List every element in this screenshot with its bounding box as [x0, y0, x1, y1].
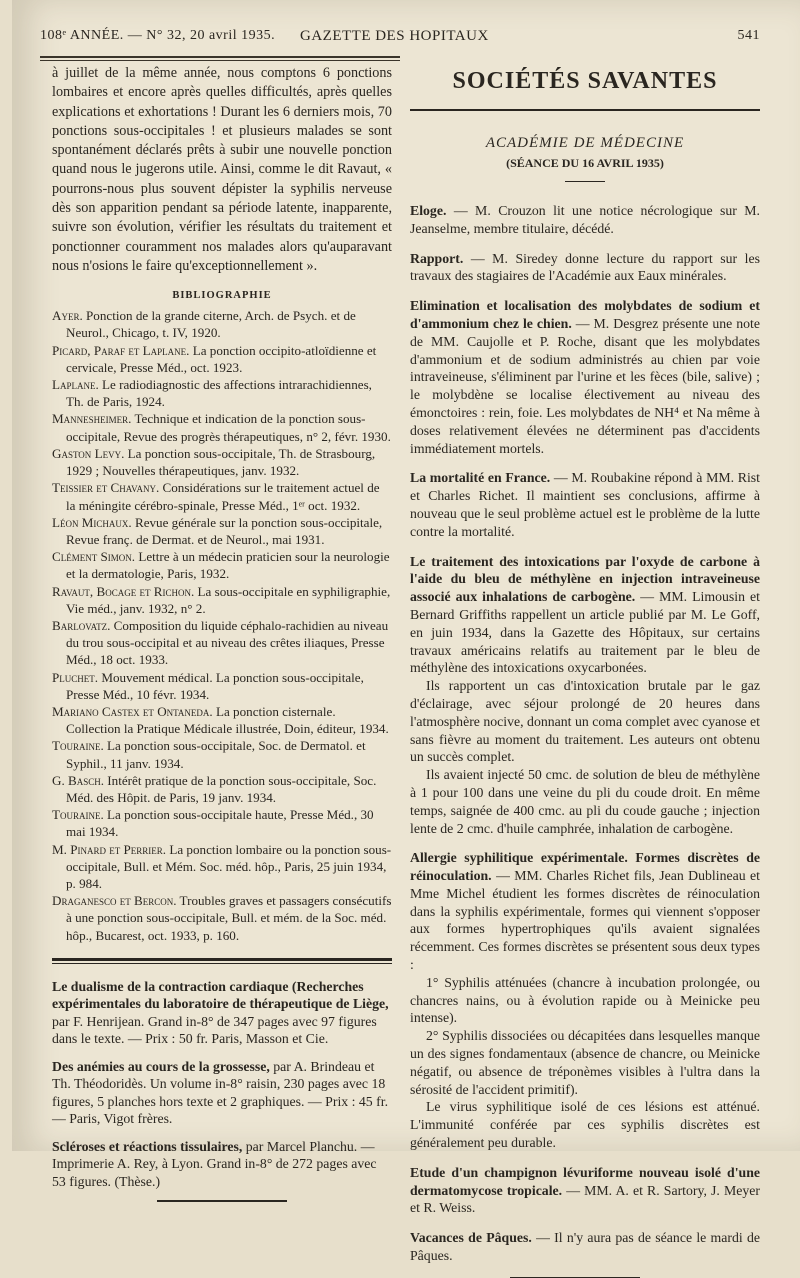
book-notice: Des anémies au cours de la grossesse, par A. Brindeau et Th. Théodoridès. Un volume in-8° raisin, 230 pages avec 18 figures, 5 planches hors texte et 2 graphiques. — Prix : 45 fr. — Paris, Vigot frères. — [52, 1058, 389, 1127]
bib-entry: Léon Michaux. Revue générale sur la ponction sous-occipitale, Revue franç. de Dermat. et de Neurol., mai 1931. — [52, 514, 383, 547]
section-title-rule — [410, 109, 760, 111]
small-rule — [565, 181, 605, 182]
bib-entry: Laplane. Le radiodiagnostic des affections intrarachidiennes, Th. de Paris, 1924. — [52, 377, 372, 410]
page-number: 541 — [737, 28, 760, 43]
bib-entry: Mariano Castex et Ontaneda. La ponction cisternale. Collection la Pratique Médicale illustrée, Doin, éditeur, 1934. — [52, 703, 389, 737]
article-allergie: Allergie syphilitique expérimentale. Formes discrètes de réinoculation. — MM. Charles Richet fils, Jean Dublineau et Mme Michel étudient les formes discrètes de réinoculation dans la syphilis expérimentale, formes qui viennent s'opposer aux formes hypertrophiques qu'ils avaient signalées récemment. Ces formes discrètes se présentent sous deux types : 1° Syphilis atténuées (chancre à incubation prolongée, ou chancres nains, ou à évolution rapide ou à Meinicke peu intense). 2° Syphilis dissociées ou décapitées dans lesquelles manque un des signes fondamentaux (absence de chancre, ou Meinicke négatif, ou absence de tréponèmes visibles à l'ultra dans la sérosité de l'accident primitif). Le virus syphilitique isolé de ces lésions est atténué. L'immunité conférée par ces syphilis discrètes est généralement peu durable. — [410, 850, 760, 1151]
bib-entry: G. Basch. Intérêt pratique de la ponction sous-occipitale, Soc. Méd. des Hôpit. de Paris, 19 janv. 1934. — [52, 772, 377, 805]
bib-entry: Touraine. La ponction sous-occipitale haute, Presse Méd., 30 mai 1934. — [52, 807, 374, 840]
intro-paragraph: à juillet de la même année, nous comptons 6 ponctions lombaires et encore après quelles difficultés, après quelles explications et exhortations ! Durant les 6 derniers mois, 70 ponctions sous-occipitales ! et plusieurs malades se sont spontanément déclarés prêts à subir une nouvelle ponction quand nous le jugerons utile. Ainsi, comme le dit Ravaut, « pourrons-nous plus souvent dépister la syphilis nerveuse dès son apparition pendant sa période latente, inapparente, suivre son évolution, vérifier les résultats du traitement et ponctionner couramment nos malades alors qu'auparavant nous n'osions le faire qu'exceptionnellement ». — [52, 65, 392, 274]
article-rapport: Rapport. — M. Siredey donne lecture du rapport sur les travaux des stagiaires de l'Académie aux Eaux minérales. — [410, 250, 760, 284]
bib-entry: Ravaut, Bocage et Richon. La sous-occipitale en syphiligraphie, Vie méd., janv. 1932, n° 2. — [52, 583, 391, 616]
bibliography-list — [52, 307, 392, 944]
bib-entry: Clément Simon. Lettre à un médecin praticien sour la neurologie et la dermatologie, Paris, 1932. — [52, 549, 390, 582]
bib-entry: M. Pinard et Perrier. La ponction lombaire ou la ponction sous-occipitale, Bull. et Mém. Soc. méd. hôp., Paris, 25 juin 1934, p. 984. — [52, 841, 392, 891]
bib-entry: Gaston Levy. La ponction sous-occipitale, Th. de Strasbourg, 1929 ; Nouvelles thérapeutiques, janv. 1932. — [52, 445, 376, 479]
left-column — [52, 64, 392, 1202]
bib-entry: Touraine. La ponction sous-occipitale, Soc. de Dermatol. et Syphil., 11 janv. 1934. — [52, 738, 366, 771]
bib-entry: Ayer. Ponction de la grande citerne, Arch. de Psych. et de Neurol., Chicago, t. IV, 1920. — [52, 308, 356, 341]
seance-date: (SÉANCE DU 16 AVRIL 1935) — [506, 156, 664, 170]
article-vacances: Vacances de Pâques. — Il n'y aura pas de séance le mardi de Pâques. — [410, 1230, 761, 1264]
academy-heading: ACADÉMIE DE MÉDECINE — [485, 135, 685, 151]
book-notice: Le dualisme de la contraction cardiaque (Recherches expérimentales du laboratoire de thérapeutique de Liège, par F. Henrijean. Grand in-8° de 347 pages avec 97 figures dans le texte. — Prix : 50 fr. Paris, Masson et Cie. — [52, 978, 389, 1047]
header-rule-thin — [40, 60, 400, 61]
bib-entry: Mannesheimer. Technique et indication de la ponction sous-occipitale, Revue des progrès thérapeutiques, n° 2, févr. 1930. — [52, 411, 391, 444]
article-champignon: Etude d'un champignon lévuriforme nouveau isolé d'une dermatomycose tropicale. — MM. A. et R. Sartory, J. Meyer et R. Weiss. — [410, 1164, 760, 1216]
journal-title: GAZETTE DES HOPITAUX — [300, 28, 489, 44]
section-divider — [52, 958, 392, 961]
newspaper-page — [12, 0, 800, 1264]
issue-info: 108ᵉ ANNÉE. — N° 32, 20 avril 1935. — [40, 28, 276, 43]
bib-entry: Barlovatz. Composition du liquide céphalo-rachidien au niveau du trou sous-occipital et au niveau des crêtes iliaques, Presse Méd., 18 oct. 1933. — [52, 617, 389, 668]
bib-entry: Draganesco et Bercon. Troubles graves et passagers consécutifs à une ponction sous-occipitale, Bull. et mém. de la Soc. méd. hôp., Bucarest, oct. 1933, p. 160. — [52, 893, 392, 943]
header-rule — [40, 56, 400, 58]
section-title: SOCIÉTÉS SAVANTES — [452, 68, 718, 94]
bib-entry: Pluchet. Mouvement médical. La ponction sous-occipitale, Presse Méd., 10 févr. 1934. — [52, 669, 364, 702]
book-notices — [52, 978, 392, 1191]
page-header — [40, 26, 760, 54]
article-eloge: Eloge. — M. Crouzon lit une notice nécrologique sur M. Jeanselme, membre titulaire, décédé. — [410, 203, 760, 236]
article-molybdates: Elimination et localisation des molybdates de sodium et d'ammonium chez le chien. — M. Desgrez présente une note de MM. Caujolle et P. Roche, disant que les molybdates d'ammonium et de sodium administrés au chien par voie intraveineuse, s'éliminent par l'urine et les fèces (bile, salive) ; le molybdène se localise électivement au niveau des émonctoires : rein, foie. Les molybdates de NH⁴ et Na même à doses relativement élevées ne déterminent pas d'accidents immédiatement mortels. — [410, 298, 761, 456]
section-divider-thin — [52, 963, 392, 964]
bib-entry: Picard, Paraf et Laplane. La ponction occipito-atloïdienne et cervicale, Presse Méd., oct. 1923. — [52, 342, 377, 375]
bib-entry: Teissier et Chavany. Considérations sur le traitement actuel de la méningite cérébro-spinale, Presse Méd., 1ᵉʳ oct. 1932. — [52, 480, 380, 513]
article-mortalite: La mortalité en France. — M. Roubakine répond à MM. Rist et Charles Richet. Il maintient ses conclusions, affirme à nouveau que le seul problème actuel est le problème de la lutte contre la mortalité. — [410, 470, 761, 539]
bibliography-heading: BIBLIOGRAPHIE — [172, 290, 272, 302]
end-rule — [157, 1200, 287, 1202]
right-column — [410, 64, 760, 1278]
article-oxyde-carbone: Le traitement des intoxications par l'oxyde de carbone à l'aide du bleu de méthylène en injection intraveineuse associé aux inhalations de carbogène. — MM. Limousin et Bernard Griffiths rappellent un article publié par M. Le Goff, en juin 1934, dans la Gazette des Hôpitaux, sur certains travaux américains relatifs au traitement par le bleu de méthylène des intoxications oxycarbonées. Ils rapportent un cas d'intoxication brutale par le gaz d'éclairage, avec séjour prolongé de 20 heures dans l'atmosphère nocive, donnant un coma complet avec cyanose et sans fièvre au moment du traitement. Les auteurs ont obtenu un succès complet. Ils avaient injecté 50 cmc. de solution de bleu de méthylène à 1 pour 100 dans une veine du pli du coude droit. En même temps, saignée de 400 cmc. au pli du coude gauche ; injection lente de 2 cmc. d'huile camphrée, inhalation de carbogène. — [410, 553, 760, 836]
book-notice: Scléroses et réactions tissulaires, par Marcel Planchu. — Imprimerie A. Rey, à Lyon. Grand in-8° de 272 pages avec 53 figures. (Thèse.) — [52, 1138, 377, 1189]
